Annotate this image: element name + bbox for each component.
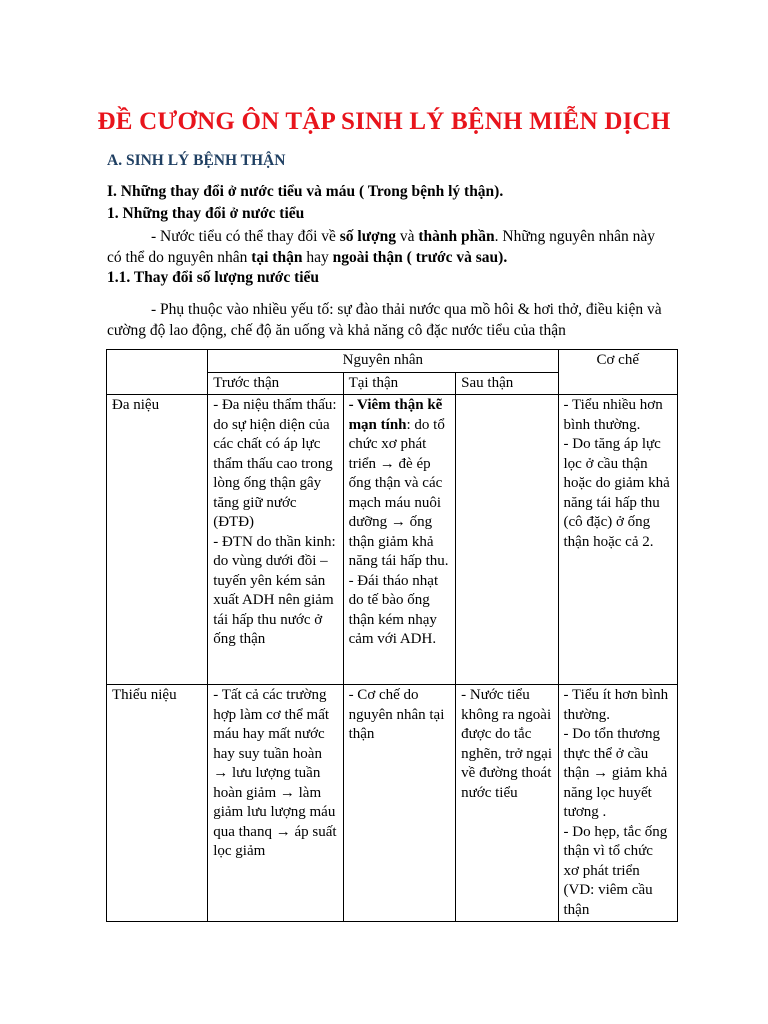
- subheader-pre-renal: Trước thận: [208, 372, 343, 395]
- subheader-renal: Tại thận: [343, 372, 456, 395]
- header-mechanism: Cơ chế: [558, 350, 677, 395]
- row-label: Thiểu niệu: [107, 685, 208, 922]
- document-title: ĐỀ CƯƠNG ÔN TẬP SINH LÝ BỆNH MIỄN DỊCH: [97, 108, 671, 135]
- header-empty-cell: [107, 350, 208, 395]
- cell-post-renal: [456, 395, 558, 685]
- cell-post-renal: - Nước tiểu không ra ngoài được do tắc nghẽn, trở ngại về đường thoát nước tiểu: [456, 685, 558, 922]
- cell-renal-text: : do tổ chức xơ phát triển → đè ép ống thận và các mạch máu nuôi dưỡng → ống thận giảm khả năng tái hấp thu. - Đái tháo nhạt do tế bào ống thận kém nhạy cảm với ADH.: [348, 416, 449, 647]
- cell-renal: [343, 395, 456, 685]
- para1-text-4: hay: [302, 249, 333, 266]
- table-header-row: [107, 350, 678, 373]
- header-cause: Nguyên nhân: [208, 350, 558, 373]
- section-a-heading: A. SINH LÝ BỆNH THẬN: [107, 152, 286, 169]
- para1-bold-extrarenal: ngoài thận ( trước và sau).: [332, 249, 508, 266]
- para1-bold-composition: thành phần: [418, 228, 495, 245]
- paragraph-factors: [107, 299, 669, 341]
- cell-renal-bold: - Viêm thận kẽ mạn tính: [348, 397, 443, 433]
- cell-mechanism: - Tiểu ít hơn bình thường. - Do tổn thương thực thể ở cầu thận → giảm khả năng lọc huyết tương . - Do hẹp, tắc ống thận vì tổ chức xơ phát triển (VD: viêm cầu thận: [558, 685, 677, 922]
- para2-text: - Phụ thuộc vào nhiều yếu tố: sự đào thải nước qua mồ hôi & hơi thở, điều kiện và cường độ lao động, chế độ ăn uống và khả năng cô đặc nước tiểu của thận: [107, 301, 662, 339]
- urine-volume-table: [106, 349, 678, 922]
- table-row: [107, 685, 678, 922]
- subheader-post-renal: Sau thận: [456, 372, 558, 395]
- para1-text-3: . Những nguyên nhân này có thể do nguyên nhân: [107, 228, 655, 266]
- paragraph-urine-change: [107, 226, 669, 268]
- heading-1: 1. Những thay đổi ở nước tiểu: [107, 205, 305, 222]
- cell-mechanism: - Tiểu nhiều hơn bình thường. - Do tăng áp lực lọc ở cầu thận hoặc do giảm khả năng tái hấp thu (cô đặc) ở ống thận hoặc cả 2.: [558, 395, 677, 685]
- para1-bold-quantity: số lượng: [339, 228, 396, 245]
- heading-i: I. Những thay đổi ở nước tiểu và máu ( Trong bệnh lý thận).: [107, 183, 504, 200]
- para1-bold-renal: tại thận: [251, 249, 303, 266]
- cell-pre-renal: - Đa niệu thẩm thấu: do sự hiện diện của các chất có áp lực thẩm thấu cao trong lòng ống thận gây tăng giữ nước (ĐTĐ) - ĐTN do thần kinh: do vùng dưới đồi – tuyến yên kém sản xuất ADH nên giảm tái hấp thu nước ở ống thận: [208, 395, 343, 685]
- row-label: Đa niệu: [107, 395, 208, 685]
- para1-text-2: và: [395, 228, 419, 245]
- cell-renal: - Cơ chế do nguyên nhân tại thận: [343, 685, 456, 922]
- heading-1-1: 1.1. Thay đổi số lượng nước tiểu: [107, 269, 320, 286]
- table-row: [107, 395, 678, 685]
- cell-pre-renal: - Tất cả các trường hợp làm cơ thể mất máu hay mất nước hay suy tuần hoàn → lưu lượng tuần hoàn giảm → làm giảm lưu lượng máu qua thanq → áp suất lọc giảm: [208, 685, 343, 922]
- para1-text-1: - Nước tiểu có thể thay đổi về: [151, 228, 340, 245]
